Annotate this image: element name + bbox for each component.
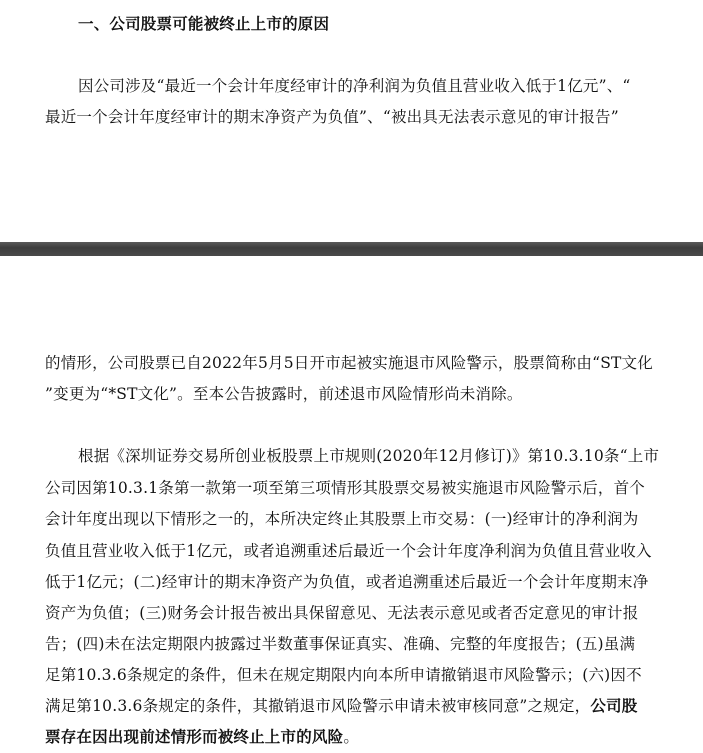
closing-period: 。 bbox=[343, 728, 360, 746]
paragraph-3-line-5: 低于1亿元；(二)经审计的期末净资产为负值，或者追溯重述后最近一个会计年度期末净 bbox=[45, 573, 649, 591]
paragraph-1-line-1: 因公司涉及“最近一个会计年度经审计的净利润为负值且营业收入低于1亿元”、“ bbox=[78, 77, 631, 95]
paragraph-3-line-8: 足第10.3.6条规定的条件，但未在规定期限内向本所申请撤销退市风险警示；(六)因不 bbox=[45, 666, 642, 684]
paragraph-3-line-4: 负值且营业收入低于1亿元，或者追溯重述后最近一个会计年度净利润为负值且营业收入 bbox=[45, 542, 652, 560]
paragraph-3-line-3: 会计年度出现以下情形之一的，本所决定终止其股票上市交易：(一)经审计的净利润为 bbox=[45, 510, 639, 528]
paragraph-1-line-2: 最近一个会计年度经审计的期末净资产为负值”、“被出具无法表示意见的审计报告” bbox=[45, 108, 619, 126]
risk-statement-start: 公司股 bbox=[590, 697, 638, 715]
page-separator bbox=[0, 242, 703, 256]
paragraph-3-line-7: 告；(四)未在法定期限内披露过半数董事保证真实、准确、完整的年度报告；(五)虽满 bbox=[45, 635, 636, 653]
paragraph-2-line-2: ”变更为“*ST文化”。至本公告披露时，前述退市风险情形尚未消除。 bbox=[45, 385, 523, 403]
risk-statement-end: 票存在因出现前述情形而被终止上市的风险 bbox=[45, 728, 344, 746]
paragraph-3-line-10 bbox=[45, 727, 359, 747]
document-page-bottom bbox=[0, 256, 703, 753]
document-page-top bbox=[0, 0, 703, 242]
paragraph-3-line-9-text: 满足第10.3.6条规定的条件，其撤销退市风险警示申请未被审核同意”之规定， bbox=[45, 697, 591, 715]
section-heading: 一、公司股票可能被终止上市的原因 bbox=[78, 15, 330, 33]
paragraph-3-line-9 bbox=[45, 696, 637, 716]
paragraph-3-line-1: 根据《深圳证券交易所创业板股票上市规则(2020年12月修订)》第10.3.10条“上市 bbox=[78, 447, 660, 465]
paragraph-3-line-2: 公司因第10.3.1条第一款第一项至第三项情形其股票交易被实施退市风险警示后，首个 bbox=[45, 479, 646, 497]
paragraph-2-line-1: 的情形，公司股票已自2022年5月5日开市起被实施退市风险警示，股票简称由“ST文化 bbox=[45, 354, 653, 372]
paragraph-3-line-6: 资产为负值；(三)财务会计报告被出具保留意见、无法表示意见或者否定意见的审计报 bbox=[45, 604, 639, 622]
